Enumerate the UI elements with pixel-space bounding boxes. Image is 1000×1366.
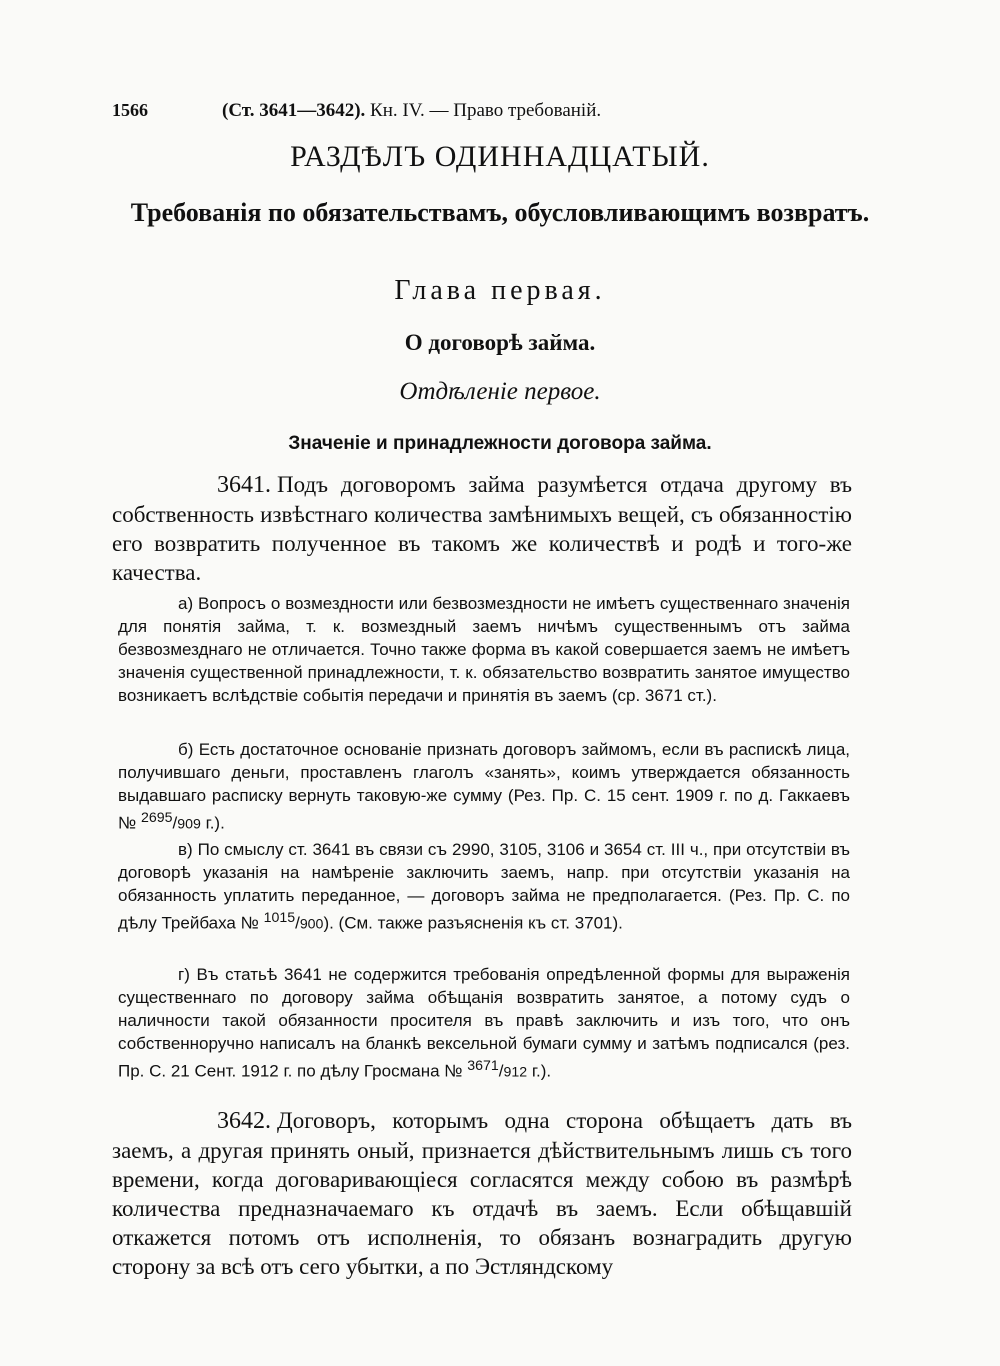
running-title [222, 100, 601, 122]
article-number: 3642. [217, 1108, 271, 1134]
book-reference: Кн. IV. — Право требованій. [370, 100, 602, 121]
note-text-end: г.). [205, 813, 225, 833]
page-number: 1566 [112, 100, 148, 120]
decision-year: 909 [177, 816, 201, 833]
articles-reference: (Ст. 3641—3642). [222, 100, 366, 121]
section-title: РАЗДѢЛЪ ОДИННАДЦАТЫЙ. [290, 140, 710, 173]
note-text-end: ). (См. также разъясненія къ ст. 3701). [323, 913, 623, 933]
running-header [0, 100, 1000, 126]
commentary-note-v: в) По смыслу ст. 3641 въ связи съ 2990, 3105, 3106 и 3654 ст. III ч., при отсутствіи въ договорѣ указанія на намѣреніе заключить заемъ, напр. при отсутствіи указанія на обязанность уплатить переданное, — договоръ займа не предполагается. (Рез. Пр. С. по дѣлу Трейбаха № $^{1015}$/900). (См. также разъясненія къ ст. 3701). [118, 840, 850, 933]
topic-heading: Значеніе и принадлежности договора займа. [288, 433, 712, 454]
commentary-note-a [118, 592, 850, 707]
article-3641 [112, 470, 852, 587]
division-title: Отдѣленіе первое. [399, 378, 601, 405]
note-text-end: г.). [531, 1061, 552, 1081]
chapter-subtitle: О договорѣ займа. [404, 330, 596, 355]
chapter-title: Глава первая. [394, 275, 606, 306]
commentary-note-g: г) Въ статьѣ 3641 не содержится требованія опредѣленной формы для выраженія существеннаго по договору займа обѣщанія возвратить занятое, а потому судъ о наличности такой обязанности просителя въ правѣ заключить и изъ того, что онъ собственноручно написалъ на бланкѣ вексельной бумаги сумму и затѣмъ подписался (рез. Пр. С. 21 Сент. 1912 г. по дѣлу Гросмана № $^{3671}$/912 г.). [118, 965, 850, 1081]
note-text: в) По смыслу ст. 3641 въ связи съ 2990, 3105, 3106 и 3654 ст. III ч., при отсутствіи въ договорѣ указанія на намѣреніе заключить заемъ, напр. при отсутствіи указанія на обязанность уплатить переданное, — договоръ займа не предполагается. (Рез. Пр. С. по дѣлу Трейбаха № [118, 840, 850, 933]
note-text: б) Есть достаточное основаніе признать договоръ займомъ, если въ распискѣ лица, получившаго деньги, проставленъ глаголъ «занять», коимъ утверждается обязанность выдавшаго расписку вернуть таковую-же сумму (Рез. Пр. С. 15 сент. 1909 г. по д. Гаккаевъ № [118, 740, 850, 833]
commentary-note-b: б) Есть достаточное основаніе признать договоръ займомъ, если въ распискѣ лица, получившаго деньги, проставленъ глаголъ «занять», коимъ утверждается обязанность выдавшаго расписку вернуть таковую-же сумму (Рез. Пр. С. 15 сент. 1909 г. по д. Гаккаевъ № $^{2695}$/909 г.). [118, 740, 850, 833]
article-number: 3641. [217, 472, 271, 498]
article-text: Договоръ, которымъ одна сторона обѣщаетъ дать въ заемъ, а другая принять оный, признается дѣйствительнымъ лишь съ того времени, когда договаривающіеся согласятся между собою въ размѣрѣ количества предназначаемаго къ отдачѣ въ заемъ. Если обѣщавшій откажется потомъ отъ исполненія, то обязанъ вознаградить другую сторону за всѣ отъ сего убытки, а по Эстляндскому [112, 1108, 852, 1279]
note-text: а) Вопросъ о возмездности или безвозмездности не имѣетъ существеннаго значенія для понятія займа, т. к. возмездный заемъ ничѣмъ существеннымъ отъ займа безвозмезднаго не отличается. Точно также форма въ какой совершается заемъ не имѣетъ значенія существенной принадлежности, т. к. обязательство возвратить занятое имущество возникаетъ вслѣдствіе событія передачи и принятія въ заемъ (ср. 3671 ст.). [118, 594, 850, 705]
decision-number: 2695 [140, 810, 173, 826]
section-subtitle: Требованія по обязательствамъ, обусловливающимъ возвратъ. [130, 198, 870, 227]
article-3642 [112, 1106, 852, 1281]
decision-number: 3671 [467, 1058, 499, 1074]
note-text: г) Въ статьѣ 3641 не содержится требованія опредѣленной формы для выраженія существеннаго по договору займа обѣщанія возвратить занятое, а потому судъ о наличности такой обязанности просителя въ правѣ заключить и изъ того, что онъ собственноручно написалъ на бланкѣ вексельной бумаги сумму и затѣмъ подписался (рез. Пр. С. 21 Сент. 1912 г. по дѣлу Гросмана № [118, 965, 850, 1081]
decision-year: 900 [299, 916, 324, 933]
decision-year: 912 [503, 1064, 528, 1081]
decision-number: 1015 [263, 910, 296, 926]
article-text: Подъ договоромъ займа разумѣется отдача другому въ собственность извѣстнаго количества замѣнимыхъ вещей, съ обязанностію его возвратить полученное въ такомъ же количествѣ и родѣ и того-же качества. [112, 472, 852, 585]
